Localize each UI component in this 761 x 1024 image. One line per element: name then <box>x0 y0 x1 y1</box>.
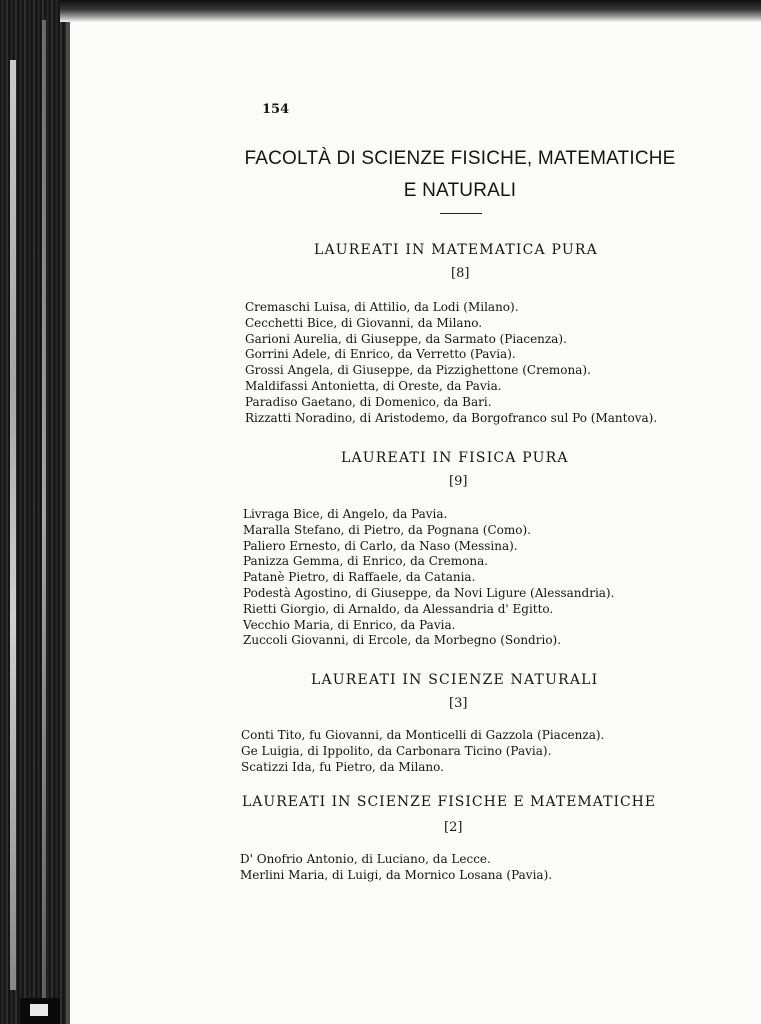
section-count-matematica-pura: [8] <box>451 266 470 281</box>
list-item: D' Onofrio Antonio, di Luciano, da Lecce. <box>240 852 491 866</box>
list-item: Rietti Giorgio, di Arnaldo, da Alessandria d' Egitto. <box>243 601 554 616</box>
binding-highlight-secondary <box>42 20 46 1010</box>
faculty-title-line-1: FACOLTÀ DI SCIENZE FISICHE, MATEMATICHE <box>244 148 676 169</box>
graduate-list-scienze-naturali <box>241 728 604 775</box>
list-item: Zuccoli Giovanni, di Ercole, da Morbegno (Sondrio). <box>243 633 562 648</box>
list-item: Livraga Bice, di Angelo, da Pavia. <box>243 507 448 521</box>
list-item: Conti Tito, fu Giovanni, da Monticelli di Gazzola (Piacenza). <box>241 728 605 742</box>
section-title-scienze-fisiche-matematiche: LAUREATI IN SCIENZE FISICHE E MATEMATICHE <box>242 794 657 810</box>
list-item: Gorrini Adele, di Enrico, da Verretto (Pavia). <box>245 347 516 362</box>
list-item: Maralla Stefano, di Pietro, da Pognana (Como). <box>243 522 531 537</box>
list-item: Paradiso Gaetano, di Domenico, da Bari. <box>245 394 492 409</box>
binding-highlight <box>10 60 16 990</box>
section-title-scienze-naturali: LAUREATI IN SCIENZE NATURALI <box>311 672 599 688</box>
section-count-scienze-naturali: [3] <box>449 696 468 711</box>
section-count-scienze-fisiche-matematiche: [2] <box>444 820 463 835</box>
list-item: Rizzatti Noradino, di Aristodemo, da Borgofranco sul Po (Mantova). <box>245 410 658 425</box>
list-item: Panizza Gemma, di Enrico, da Cremona. <box>243 554 489 569</box>
graduate-list-fisica-pura <box>243 507 614 649</box>
list-item: Garioni Aurelia, di Giuseppe, da Sarmato (Piacenza). <box>245 331 567 346</box>
list-item: Vecchio Maria, di Enrico, da Pavia. <box>243 617 456 632</box>
page-number: 154 <box>262 102 290 117</box>
page-edge <box>66 0 70 1024</box>
graduate-list-scienze-fisiche-matematiche <box>240 852 552 884</box>
list-item: Maldifassi Antonietta, di Oreste, da Pavia. <box>245 378 502 393</box>
list-item: Ge Luigia, di Ippolito, da Carbonara Ticino (Pavia). <box>241 743 552 758</box>
section-title-fisica-pura: LAUREATI IN FISICA PURA <box>341 450 569 466</box>
list-item: Cremaschi Luisa, di Attilio, da Lodi (Milano). <box>245 300 519 314</box>
list-item: Merlini Maria, di Luigi, da Mornico Losana (Pavia). <box>240 867 553 882</box>
title-rule <box>440 213 482 214</box>
top-edge-shadow <box>60 0 761 22</box>
section-count-fisica-pura: [9] <box>449 474 468 489</box>
scan-corner-mark <box>20 998 60 1024</box>
section-title-matematica-pura: LAUREATI IN MATEMATICA PURA <box>314 242 598 258</box>
list-item: Podestà Agostino, di Giuseppe, da Novi Ligure (Alessandria). <box>243 585 615 600</box>
list-item: Cecchetti Bice, di Giovanni, da Milano. <box>245 315 483 330</box>
list-item: Patanè Pietro, di Raffaele, da Catania. <box>243 570 476 585</box>
faculty-title-line-2: E NATURALI <box>403 180 517 201</box>
graduate-list-matematica-pura <box>245 300 657 426</box>
list-item: Paliero Ernesto, di Carlo, da Naso (Messina). <box>243 538 518 553</box>
list-item: Grossi Angela, di Giuseppe, da Pizzighettone (Cremona). <box>245 363 591 378</box>
list-item: Scatizzi Ida, fu Pietro, da Milano. <box>241 759 444 774</box>
